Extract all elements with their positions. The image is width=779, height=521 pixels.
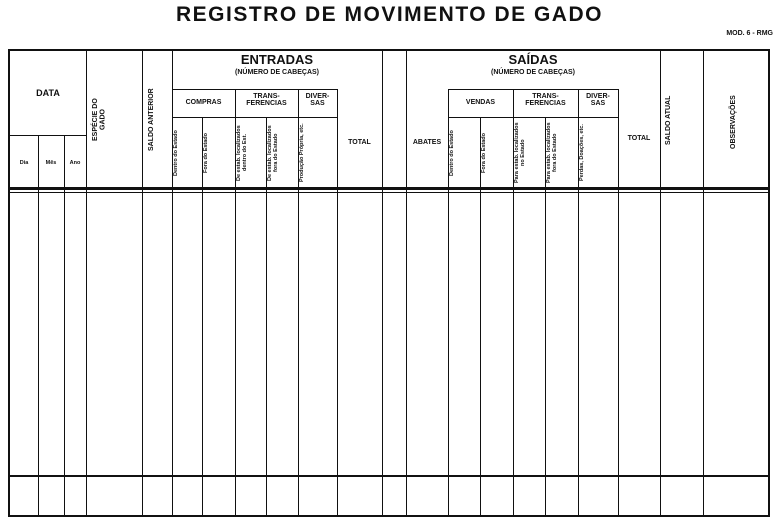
col-vendas-fora: Fora do Estado bbox=[481, 132, 487, 174]
group-compras: COMPRAS bbox=[185, 99, 222, 106]
col-diversas-perdas: Perdas, Doações, etc. bbox=[579, 124, 585, 182]
col-vendas-dentro: Dentro do Estado bbox=[449, 130, 455, 176]
col-dia: Dia bbox=[19, 160, 29, 166]
group-transferencias: TRANS- FERENCIAS bbox=[246, 93, 287, 108]
section-entradas-sub: (NÚMERO DE CABEÇAS) bbox=[235, 69, 319, 76]
group-transferencias-saidas: TRANS- FERENCIAS bbox=[525, 93, 566, 108]
body-bottom-rule bbox=[8, 475, 770, 477]
col-abates: ABATES bbox=[412, 139, 442, 146]
header-bottom-rule bbox=[8, 187, 770, 190]
col-transf-dentro: De estab. localizados dentro do Est. bbox=[236, 125, 248, 181]
col-especie: ESPÉCIE DO GADO bbox=[92, 98, 107, 142]
section-saidas: SAÍDAS bbox=[508, 52, 558, 67]
col-compras-fora: Fora do Estado bbox=[203, 132, 209, 174]
group-vendas: VENDAS bbox=[465, 99, 496, 106]
col-observacoes: OBSERVAÇÕES bbox=[730, 95, 737, 149]
col-transf-s-fora: Para estab. localizados fora do Estado bbox=[546, 122, 558, 184]
col-transf-fora: De estab. localizados fora do Estado bbox=[267, 125, 279, 181]
col-diversas-producao: Produção Própria, etc. bbox=[299, 123, 305, 183]
col-compras-dentro: Dentro do Estado bbox=[173, 130, 179, 176]
form-model-code: MOD. 6 - RMG bbox=[726, 30, 773, 37]
col-saldo-anterior: SALDO ANTERIOR bbox=[148, 88, 155, 152]
col-ano: Ano bbox=[69, 160, 81, 166]
header-bottom-rule-thin bbox=[8, 192, 770, 193]
group-diversas: DIVER- SAS bbox=[305, 93, 330, 108]
col-transf-s-dentro: Para estab. localizados no Estado bbox=[514, 122, 526, 184]
form-title: REGISTRO DE MOVIMENTO DE GADO bbox=[176, 3, 603, 26]
section-saidas-sub: (NÚMERO DE CABEÇAS) bbox=[491, 69, 575, 76]
col-total-saidas: TOTAL bbox=[627, 135, 651, 142]
col-total-entradas: TOTAL bbox=[348, 139, 371, 146]
group-diversas-saidas: DIVER- SAS bbox=[586, 93, 610, 108]
col-data: DATA bbox=[36, 88, 60, 98]
col-mes: Mês bbox=[45, 160, 57, 166]
col-saldo-atual: SALDO ATUAL bbox=[665, 95, 672, 145]
section-entradas: ENTRADAS bbox=[240, 52, 314, 67]
form-table bbox=[8, 49, 770, 517]
